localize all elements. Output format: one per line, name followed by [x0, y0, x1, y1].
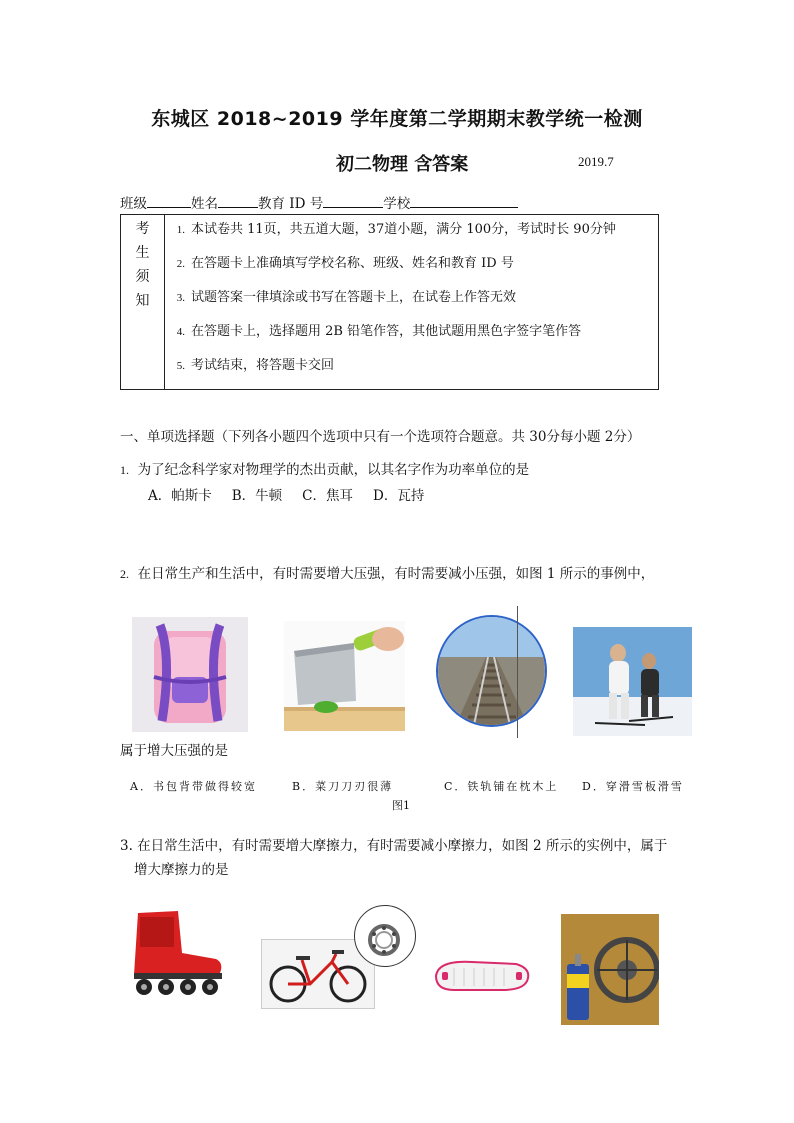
exam-title: 东城区 2018~2019 学年度第二学期期末教学统一检测: [151, 108, 643, 130]
shoe-sole-image: [432, 956, 531, 997]
exam-subtitle: 初二物理 含答案: [336, 154, 469, 175]
ski-image: [573, 627, 692, 736]
option-c[interactable]: C．焦耳: [302, 488, 354, 504]
option-a[interactable]: A．帕斯卡: [148, 488, 212, 504]
question-text: 在日常生产和生活中，有时需要增大压强，有时需要减小压强，如图 1 所示的事例中，: [137, 566, 655, 582]
q2-caption-a[interactable]: A．书包背带做得较宽: [130, 780, 257, 793]
option-d[interactable]: D．瓦持: [373, 488, 425, 504]
notice-item: 3. 试题答案一律填涂或书写在答题卡上，在试卷上作答无效: [176, 290, 517, 305]
question-1: [120, 458, 529, 478]
school-label: 学校: [383, 196, 411, 212]
notice-side-char: 知: [135, 293, 150, 309]
question-3: 3. 在日常生活中，有时需要增大摩擦力，有时需要减小摩擦力，如图 2 所示的实例中，属于: [120, 838, 668, 854]
notice-item: 1. 本试卷共 11页，共五道大题，37道小题，满分 100分，考试时长 90分钟: [176, 222, 616, 237]
question-number: 1.: [120, 463, 129, 477]
notice-side-char: 须: [135, 269, 150, 285]
bearing-image: [354, 905, 416, 967]
notice-side-char: 生: [135, 245, 150, 261]
school-blank[interactable]: [410, 193, 518, 208]
notice-item: 2. 在答题卡上准确填写学校名称、班级、姓名和教育 ID 号: [176, 256, 514, 271]
q2-caption-d[interactable]: D．穿滑雪板滑雪: [582, 780, 684, 793]
backpack-image: [132, 617, 248, 732]
notice-item: 4. 在答题卡上，选择题用 2B 铅笔作答，其他试题用黑色字签字笔作答: [176, 324, 582, 339]
question-text: 为了纪念科学家对物理学的杰出贡献，以其名字作为功率单位的是: [137, 462, 530, 478]
student-info-line: [120, 192, 518, 212]
roller-skate-image: [120, 907, 227, 998]
name-label: 姓名: [191, 196, 218, 212]
name-blank[interactable]: [218, 193, 258, 208]
class-label: 班级: [120, 196, 147, 212]
chain-lubrication-image: [561, 914, 659, 1025]
notice-side-label: [121, 215, 165, 390]
question-number: 2.: [120, 567, 129, 581]
notice-box: [120, 214, 659, 390]
exam-date: 2019.7: [578, 154, 614, 169]
question-3-line2: 增大摩擦力的是: [134, 862, 229, 878]
notice-items: [165, 215, 659, 390]
q2-caption-b[interactable]: B．菜刀刀刃很薄: [292, 780, 394, 793]
q2-caption-c[interactable]: C．铁轨铺在枕木上: [444, 780, 559, 793]
railway-image: [436, 615, 547, 727]
notice-item: 5. 考试结束，将答题卡交回: [176, 358, 335, 373]
section-heading: 一、单项选择题（下列各小题四个选项中只有一个选项符合题意。共 30分每小题 2分）: [120, 429, 641, 445]
q1-options: [148, 484, 444, 504]
id-blank[interactable]: [323, 193, 383, 208]
question-2: [120, 562, 654, 582]
q2-continuation: 属于增大压强的是: [120, 743, 228, 759]
figure-1-label: 图1: [392, 799, 410, 812]
option-b[interactable]: B．牛顿: [231, 488, 283, 504]
id-label: 教育 ID 号: [258, 196, 324, 212]
class-blank[interactable]: [147, 193, 191, 208]
cleaver-image: [284, 621, 405, 731]
notice-side-char: 考: [135, 221, 150, 237]
divider-line: [517, 606, 518, 738]
